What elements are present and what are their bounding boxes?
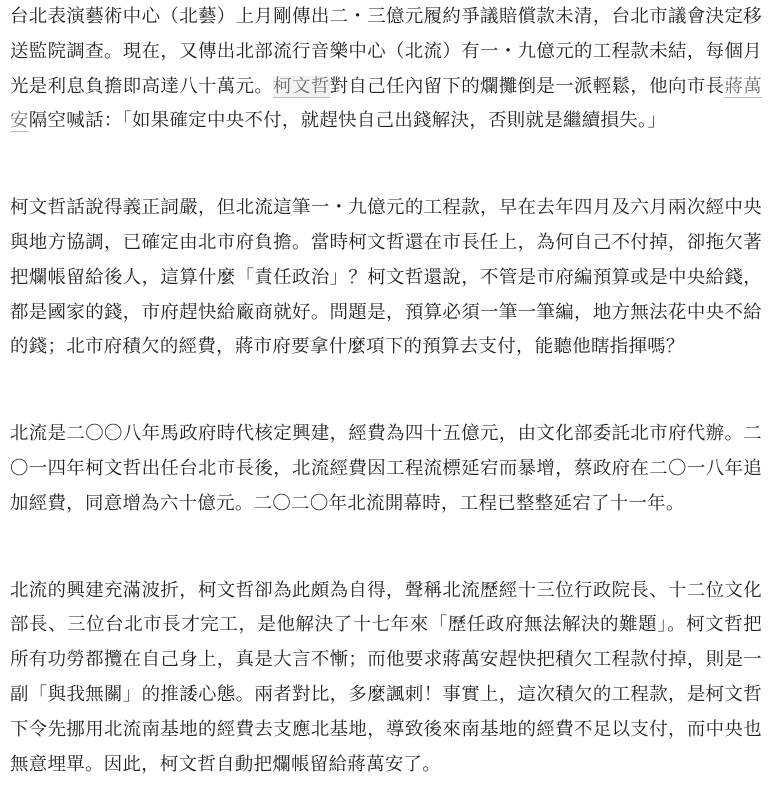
paragraph-text: 北流的興建充滿波折，柯文哲卻為此頗為自得，聲稱北流歷經十三位行政院長、十二位文化部長、三位台北市長才完工，是他解決了十七年來「歷任政府無法解決的難題」。柯文哲把所有功勞都攬在自己身上，真是大言不慚；而他要求蔣萬安趕快把積欠工程款付掉，則是一副「與我無關」的推諉心態。兩者對比，多麼諷刺！事實上，這次積欠的工程款，是柯文哲下令先挪用北流南基地的經費去支應北基地，導致後來南基地的經費不足以支付，而中央也無意埋單。因此，柯文哲自動把爛帳留給蔣萬安了。 <box>10 579 762 775</box>
link-ko-wen-je[interactable]: 柯文哲 <box>273 75 330 97</box>
paragraph-text: 北流是二〇〇八年馬政府時代核定興建，經費為四十五億元，由文化部委託北市府代辦。二〇一四年柯文哲出任台北市長後，北流經費因工程流標延宕而暴增，蔡政府在二〇一八年追加經費，同意增為六十億元。二〇二〇年北流開幕時，工程已整整延宕了十一年。 <box>10 423 762 514</box>
paragraph-text: 台北表演藝術中心（北藝）上月剛傳出二・三億元履約爭議賠償款未清，台北市議會決定移送監院調查。現在，又傳出北部流行音樂中心（北流）有一・九億元的工程款未結，每個月光是利息負擔即高達八十萬元。 <box>10 6 762 97</box>
article-paragraph-1 <box>10 0 762 139</box>
article-paragraph-3 <box>10 417 762 521</box>
article-paragraph-4 <box>10 574 762 783</box>
article-paragraph-2 <box>10 191 762 365</box>
paragraph-text: 隔空喊話：「如果確定中央不付，就趕快自己出錢解決，否則就是繼續損失。」 <box>28 110 667 132</box>
paragraph-spacer <box>10 139 762 191</box>
paragraph-spacer <box>10 365 762 417</box>
paragraph-text: 柯文哲話說得義正詞嚴，但北流這筆一・九億元的工程款，早在去年四月及六月兩次經中央與地方協調，已確定由北市府負擔。當時柯文哲還在市長任上，為何自己不付掉，卻拖欠著把爛帳留給後人，這算什麼「責任政治」？柯文哲還說，不管是市府編預算或是中央給錢，都是國家的錢，市府趕快給廠商就好。問題是，預算必須一筆一筆編，地方無法花中央不給的錢；北市府積欠的經費，蔣市府要拿什麼項下的預算去支付，能聽他瞎指揮嗎？ <box>10 197 762 358</box>
paragraph-text: 對自己任內留下的爛攤倒是一派輕鬆，他向市長 <box>329 75 725 97</box>
article-body <box>10 0 762 782</box>
paragraph-spacer <box>10 522 762 574</box>
link-chiang-wan-an[interactable]: 蔣萬安 <box>10 75 762 132</box>
